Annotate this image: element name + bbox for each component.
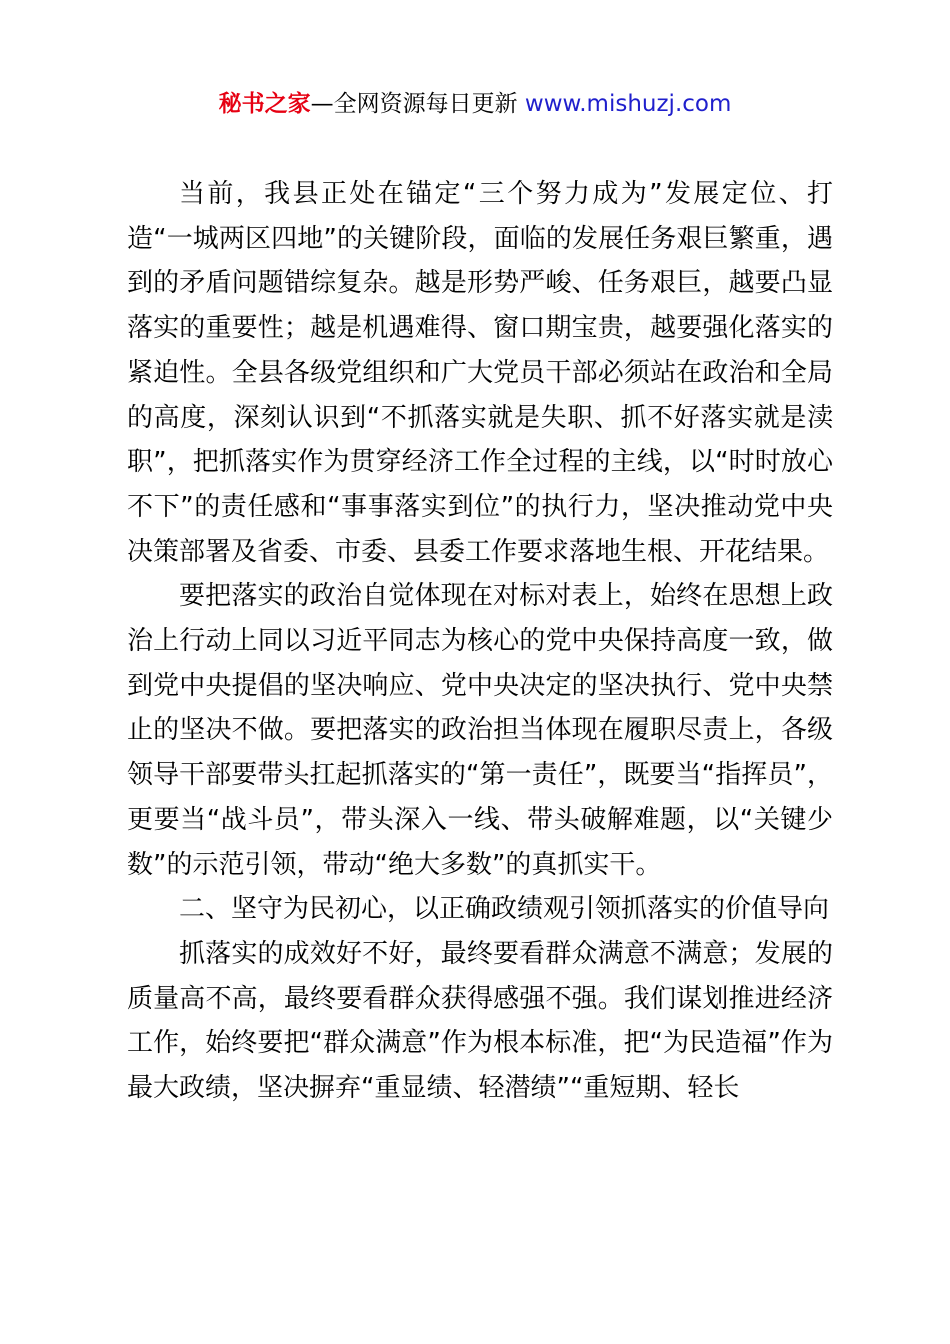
site-brand: 秘书之家 xyxy=(218,91,311,117)
site-header xyxy=(0,86,950,122)
paragraph-political-awareness: 要把落实的政治自觉体现在对标对表上，始终在思想上政治上行动上同以习近平同志为核心的党中央保持高度一致，做到党中央提倡的坚决响应、党中央决定的坚决执行、党中央禁止的坚决不做。要把落实的政治担当体现在履职尽责上，各级领导干部要带头扛起抓落实的“第一责任”，既要当“指挥员”，更要当“战斗员”，带头深入一线、带头破解难题，以“关键少数”的示范引领，带动“绝大多数”的真抓实干。 xyxy=(127,581,833,880)
paragraph-people-satisfaction: 抓落实的成效好不好，最终要看群众满意不满意；发展的质量高不高，最终要看群众获得感强不强。我们谋划推进经济工作，始终要把“群众满意”作为根本标准，把“为民造福”作为最大政绩，坚决摒弃“重显绩、轻潜绩”“重短期、轻长 xyxy=(127,938,833,1104)
site-url-link[interactable]: www.mishuzj.com xyxy=(524,91,732,117)
paragraph-current-situation: 当前，我县正处在锚定“三个努力成为”发展定位、打造“一城两区四地”的关键阶段，面临的发展任务艰巨繁重，遇到的矛盾问题错综复杂。越是形势严峻、任务艰巨，越要凸显落实的重要性；越是机遇难得、窗口期宝贵，越要强化落实的紧迫性。全县各级党组织和广大党员干部必须站在政治和全局的高度，深刻认识到“不抓落实就是失职、抓不好落实就是渎职”，把抓落实作为贯穿经济工作全过程的主线，以“时时放心不下”的责任感和“事事落实到位”的执行力，坚决推动党中央决策部署及省委、市委、县委工作要求落地生根、开花结果。 xyxy=(127,179,833,567)
section-heading-2: 二、坚守为民初心，以正确政绩观引领抓落实的价值导向 xyxy=(179,894,830,925)
site-tagline: —全网资源每日更新 xyxy=(310,91,525,117)
document-body xyxy=(127,172,833,1111)
